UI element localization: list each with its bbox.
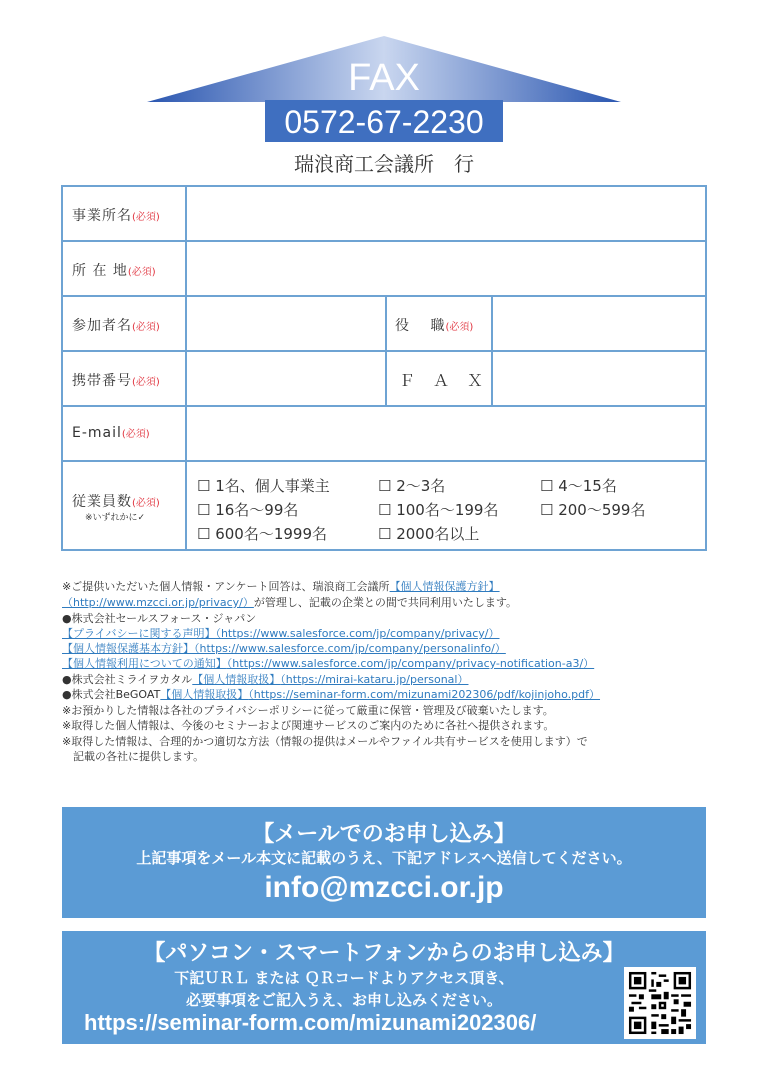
position-label: 役 職(必須) [395, 318, 474, 334]
application-form [61, 185, 707, 551]
mail-box-subtitle: 上記事項をメール本文に記載のうえ、下記アドレスへ送信してください。 [136, 849, 632, 867]
privacy-line-4 [62, 627, 500, 640]
mail-application-box [62, 807, 706, 918]
privacy-line-10: ※取得した個人情報は、今後のセミナーおよび関連サービスのご案内のために各社へ提供されます。 [62, 719, 555, 732]
qr-code-icon [624, 967, 696, 1039]
employee-option-4[interactable]: ☐ 16名～99名 [197, 501, 299, 519]
employee-option-3[interactable]: ☐ 4～15名 [540, 477, 617, 495]
privacy-line-6 [62, 657, 594, 670]
employee-option-7[interactable]: ☐ 600名～1999名 [197, 525, 328, 543]
employee-option-6[interactable]: ☐ 200～599名 [540, 501, 646, 519]
salesforce-privacy-url[interactable]: （https://www.salesforce.com/jp/company/privacy/） [215, 627, 500, 640]
mail-box-title: 【メールでのお申し込み】 [252, 822, 516, 847]
employees-label: 従業員数(必須) [72, 494, 160, 510]
employee-option-5[interactable]: ☐ 100名～199名 [378, 501, 499, 519]
mzcci-privacy-url[interactable]: （http://www.mzcci.or.jp/privacy/） [62, 596, 254, 609]
privacy-line-7: ●株式会社ミライヲカタル【個人情報取扱】（https://mirai-kataru.jp/personal） [62, 673, 469, 686]
mirai-kataru-url[interactable]: （https://mirai-kataru.jp/personal） [280, 673, 469, 686]
web-box-line-1: 下記ＵＲＬ または ＱＲコードよりアクセス頂き、 [174, 969, 514, 987]
employees-note: ※いずれかに✓ [85, 513, 146, 523]
mail-address-link[interactable]: info@mzcci.or.jp [264, 871, 504, 904]
privacy-line-11: ※取得した情報は、合理的かつ適切な方法（情報の提供はメールやファイル共有サービスを使用します）で [62, 735, 588, 748]
business-name-label: 事業所名(必須) [72, 208, 160, 224]
email-label: E-mail(必須) [72, 425, 150, 441]
qr-code[interactable] [624, 967, 696, 1039]
salesforce-notification-link[interactable]: 【個人情報利用についての通知】 [62, 657, 227, 670]
privacy-line-5 [62, 642, 506, 655]
begoat-url[interactable]: （https://seminar-form.com/mizunami202306/pdf/kojinjoho.pdf） [248, 688, 601, 701]
salesforce-personalinfo-url[interactable]: （https://www.salesforce.com/jp/company/personalinfo/） [194, 642, 506, 655]
mirai-kataru-link[interactable]: 【個人情報取扱】 [192, 673, 281, 686]
fax-number: 0572-67-2230 [284, 104, 484, 140]
mobile-label: 携帯番号(必須) [72, 373, 160, 389]
privacy-line-8: ●株式会社BeGOAT【個人情報取扱】（https://seminar-form.com/mizunami202306/pdf/kojinjoho.pdf） [62, 688, 601, 701]
fax-label: FAX [348, 57, 420, 99]
web-application-box [62, 931, 706, 1044]
privacy-policy-link[interactable]: 【個人情報保護方針】 [389, 580, 500, 593]
application-url-link[interactable]: https://seminar-form.com/mizunami202306/ [84, 1010, 537, 1035]
addressee: 瑞浪商工会議所 行 [294, 152, 474, 176]
privacy-line-3: ●株式会社セールスフォース・ジャパン [62, 612, 257, 625]
salesforce-personalinfo-link[interactable]: 【個人情報保護基本方針】 [62, 642, 194, 655]
privacy-line-2: （http://www.mzcci.or.jp/privacy/）が管理し、記載の企業との間で共同利用いたします。 [62, 596, 517, 609]
address-label: 所 在 地(必須) [72, 263, 156, 279]
privacy-line-12: 記載の各社に提供します。 [62, 750, 205, 763]
begoat-link[interactable]: 【個人情報取扱】 [160, 688, 249, 701]
employee-option-2[interactable]: ☐ 2～3名 [378, 477, 446, 495]
employee-option-8[interactable]: ☐ 2000名以上 [378, 525, 480, 543]
web-box-line-2: 必要事項をご記入うえ、お申し込みください。 [186, 991, 502, 1009]
privacy-line-1: ※ご提供いただいた個人情報・アンケート回答は、瑞浪商工会議所【個人情報保護方針】 [62, 580, 500, 593]
web-box-title: 【パソコン・スマートフォンからのお申し込み】 [143, 941, 625, 966]
employee-option-1[interactable]: ☐ 1名、個人事業主 [197, 477, 330, 495]
salesforce-notification-url[interactable]: （https://www.salesforce.com/jp/company/privacy-notification-a3/） [226, 657, 595, 670]
fax-field-label: Ｆ Ａ Ｘ [399, 371, 485, 390]
privacy-line-9: ※お預かりした情報は各社のプライバシーポリシーに従って厳重に保管・管理及び破棄いたします。 [62, 704, 554, 717]
salesforce-privacy-statement-link[interactable]: 【プライバシーに関する声明】 [62, 627, 216, 640]
participant-label: 参加者名(必須) [72, 318, 160, 334]
